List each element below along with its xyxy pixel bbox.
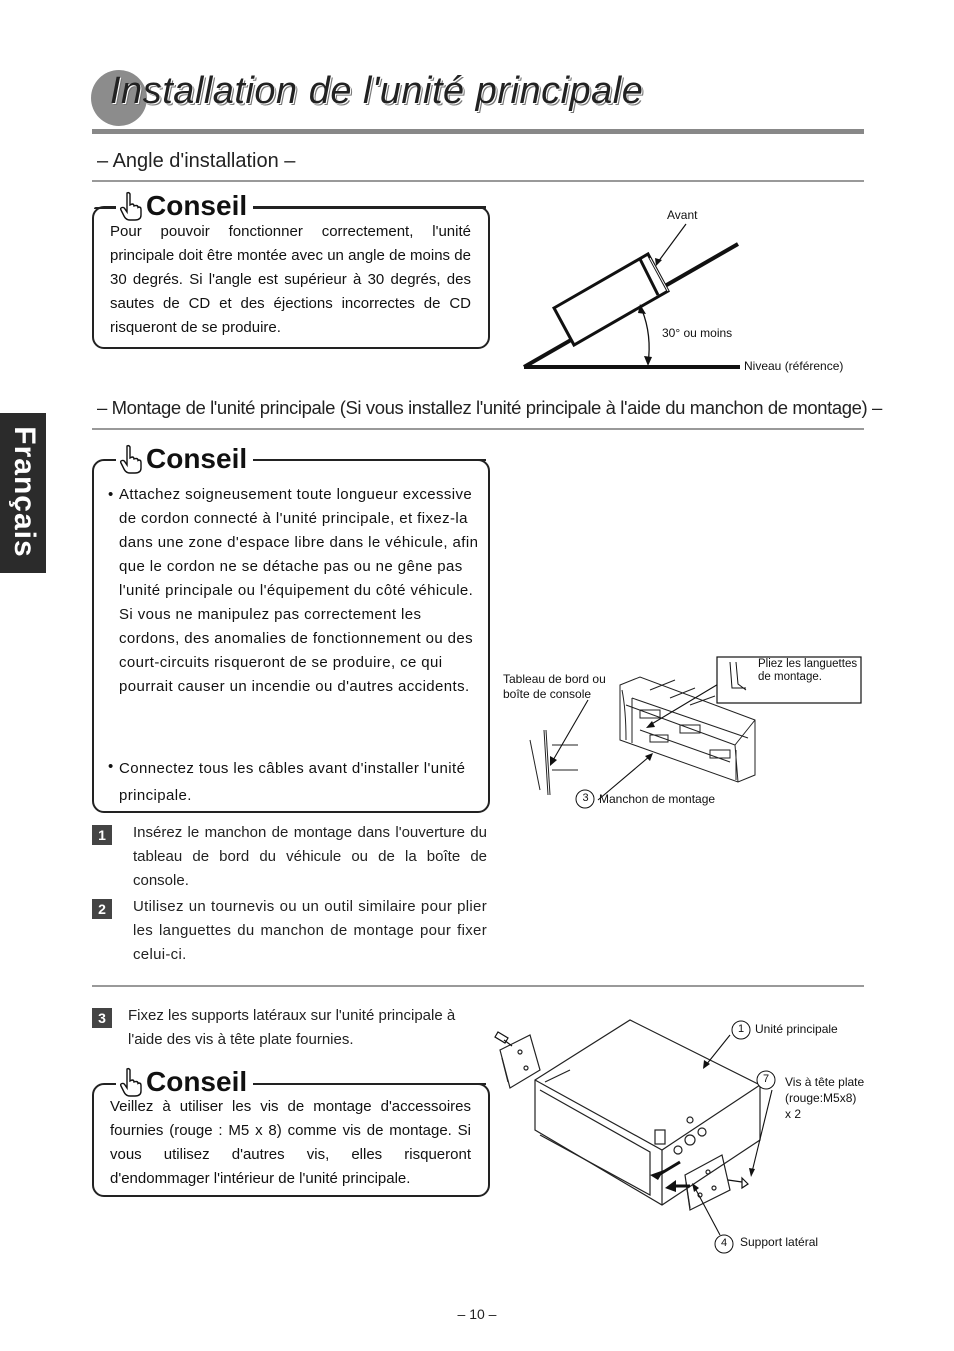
tip-header [116,1066,253,1098]
tip-label: Conseil [146,443,248,474]
bullet-dot: • [108,758,114,775]
label-bracket-number: 4 [720,1237,728,1249]
language-tab [0,413,46,573]
label-dashboard: Tableau de bord ou boîte de console [503,672,606,701]
label-bend-tabs: Pliez les languettes de montage. [758,658,858,683]
tip-bullet-2: Connectez tous les câbles avant d'installer l'unité principale. [119,760,466,804]
pointing-hand-icon [118,191,142,221]
page-title: Installation de l'unité principale [110,70,644,112]
tip-text-angle: Pour pouvoir fonctionner correctement, l'unité principale doit être montée avec un angle de moins de 30 degrés. Si l'angle est supérieur à 30 degrés, des sautes de CD et des éjections incorrectes de CD risqueront de se produire. [110,223,471,336]
tip-header [116,190,253,222]
step-number: 2 [92,899,112,919]
tip-label: Conseil [146,190,248,221]
angle-diagram [500,200,860,380]
label-sleeve: Manchon de montage [599,792,716,806]
language-tab-label: Français [8,426,41,558]
section-heading-angle: – Angle d'installation – [97,150,296,172]
section-rule [92,985,864,987]
label-sleeve-number: 3 [582,792,589,804]
section-heading-mounting: – Montage de l'unité principale (Si vous installez l'unité principale à l'aide du manchon de montage) – [97,397,882,418]
tip-header [116,443,253,475]
step-text: Insérez le manchon de montage dans l'ouverture du tableau de bord du véhicule ou de la boîte de console. [133,824,487,889]
bullet-dot: • [108,486,114,503]
step-number: 1 [92,825,112,845]
tip-label: Conseil [146,1066,248,1097]
label-unit: Unité principale [755,1022,838,1036]
page-number: – 10 – [457,1306,497,1322]
label-bracket: Support latéral [740,1235,819,1249]
pointing-hand-icon [118,444,142,474]
label-screw-number: 7 [762,1073,770,1085]
label-angle: 30° ou moins [662,326,733,340]
pointing-hand-icon [118,1067,142,1097]
label-level: Niveau (référence) [744,359,844,373]
tip-text-screws: Veillez à utiliser les vis de montage d'accessoires fournies (rouge : M5 x 8) comme vis de montage. Si vous utilisez d'autres vis, elles risqueront d'endommager l'intérieur de l'unité principale. [110,1098,471,1187]
tip-bullet-1: Attachez soigneusement toute longueur excessive de cordon connecté à l'unité principale, et fixez-la dans une zone d'espace libre dans le véhicule, afin que le cordon ne se détache pas ou ne gêne pas l'unité principale ou l'équipement du côté véhicule. Si vous ne manipulez pas correctement les cordons, des anomalies de fonctionnement ou des court-circuits risqueront de se produire, ce qui pourrait causer un incendie ou d'autres accidents. [119,486,479,695]
label-screw: Vis à tête plate (rouge:M5x8) x 2 [785,1075,865,1121]
step-text: Utilisez un tournevis ou un outil similaire pour plier les languettes du manchon de montage pour fixer celui-ci. [133,898,487,963]
section-rule [92,180,864,182]
label-front: Avant [667,208,698,222]
side-bracket-diagram [490,1010,870,1260]
title-rule [92,129,864,134]
section-rule [92,428,864,430]
step-number: 3 [92,1008,112,1028]
step-text: Fixez les supports latéraux sur l'unité principale à l'aide des vis à tête plate fournies. [128,1007,456,1048]
label-unit-number: 1 [737,1023,745,1035]
